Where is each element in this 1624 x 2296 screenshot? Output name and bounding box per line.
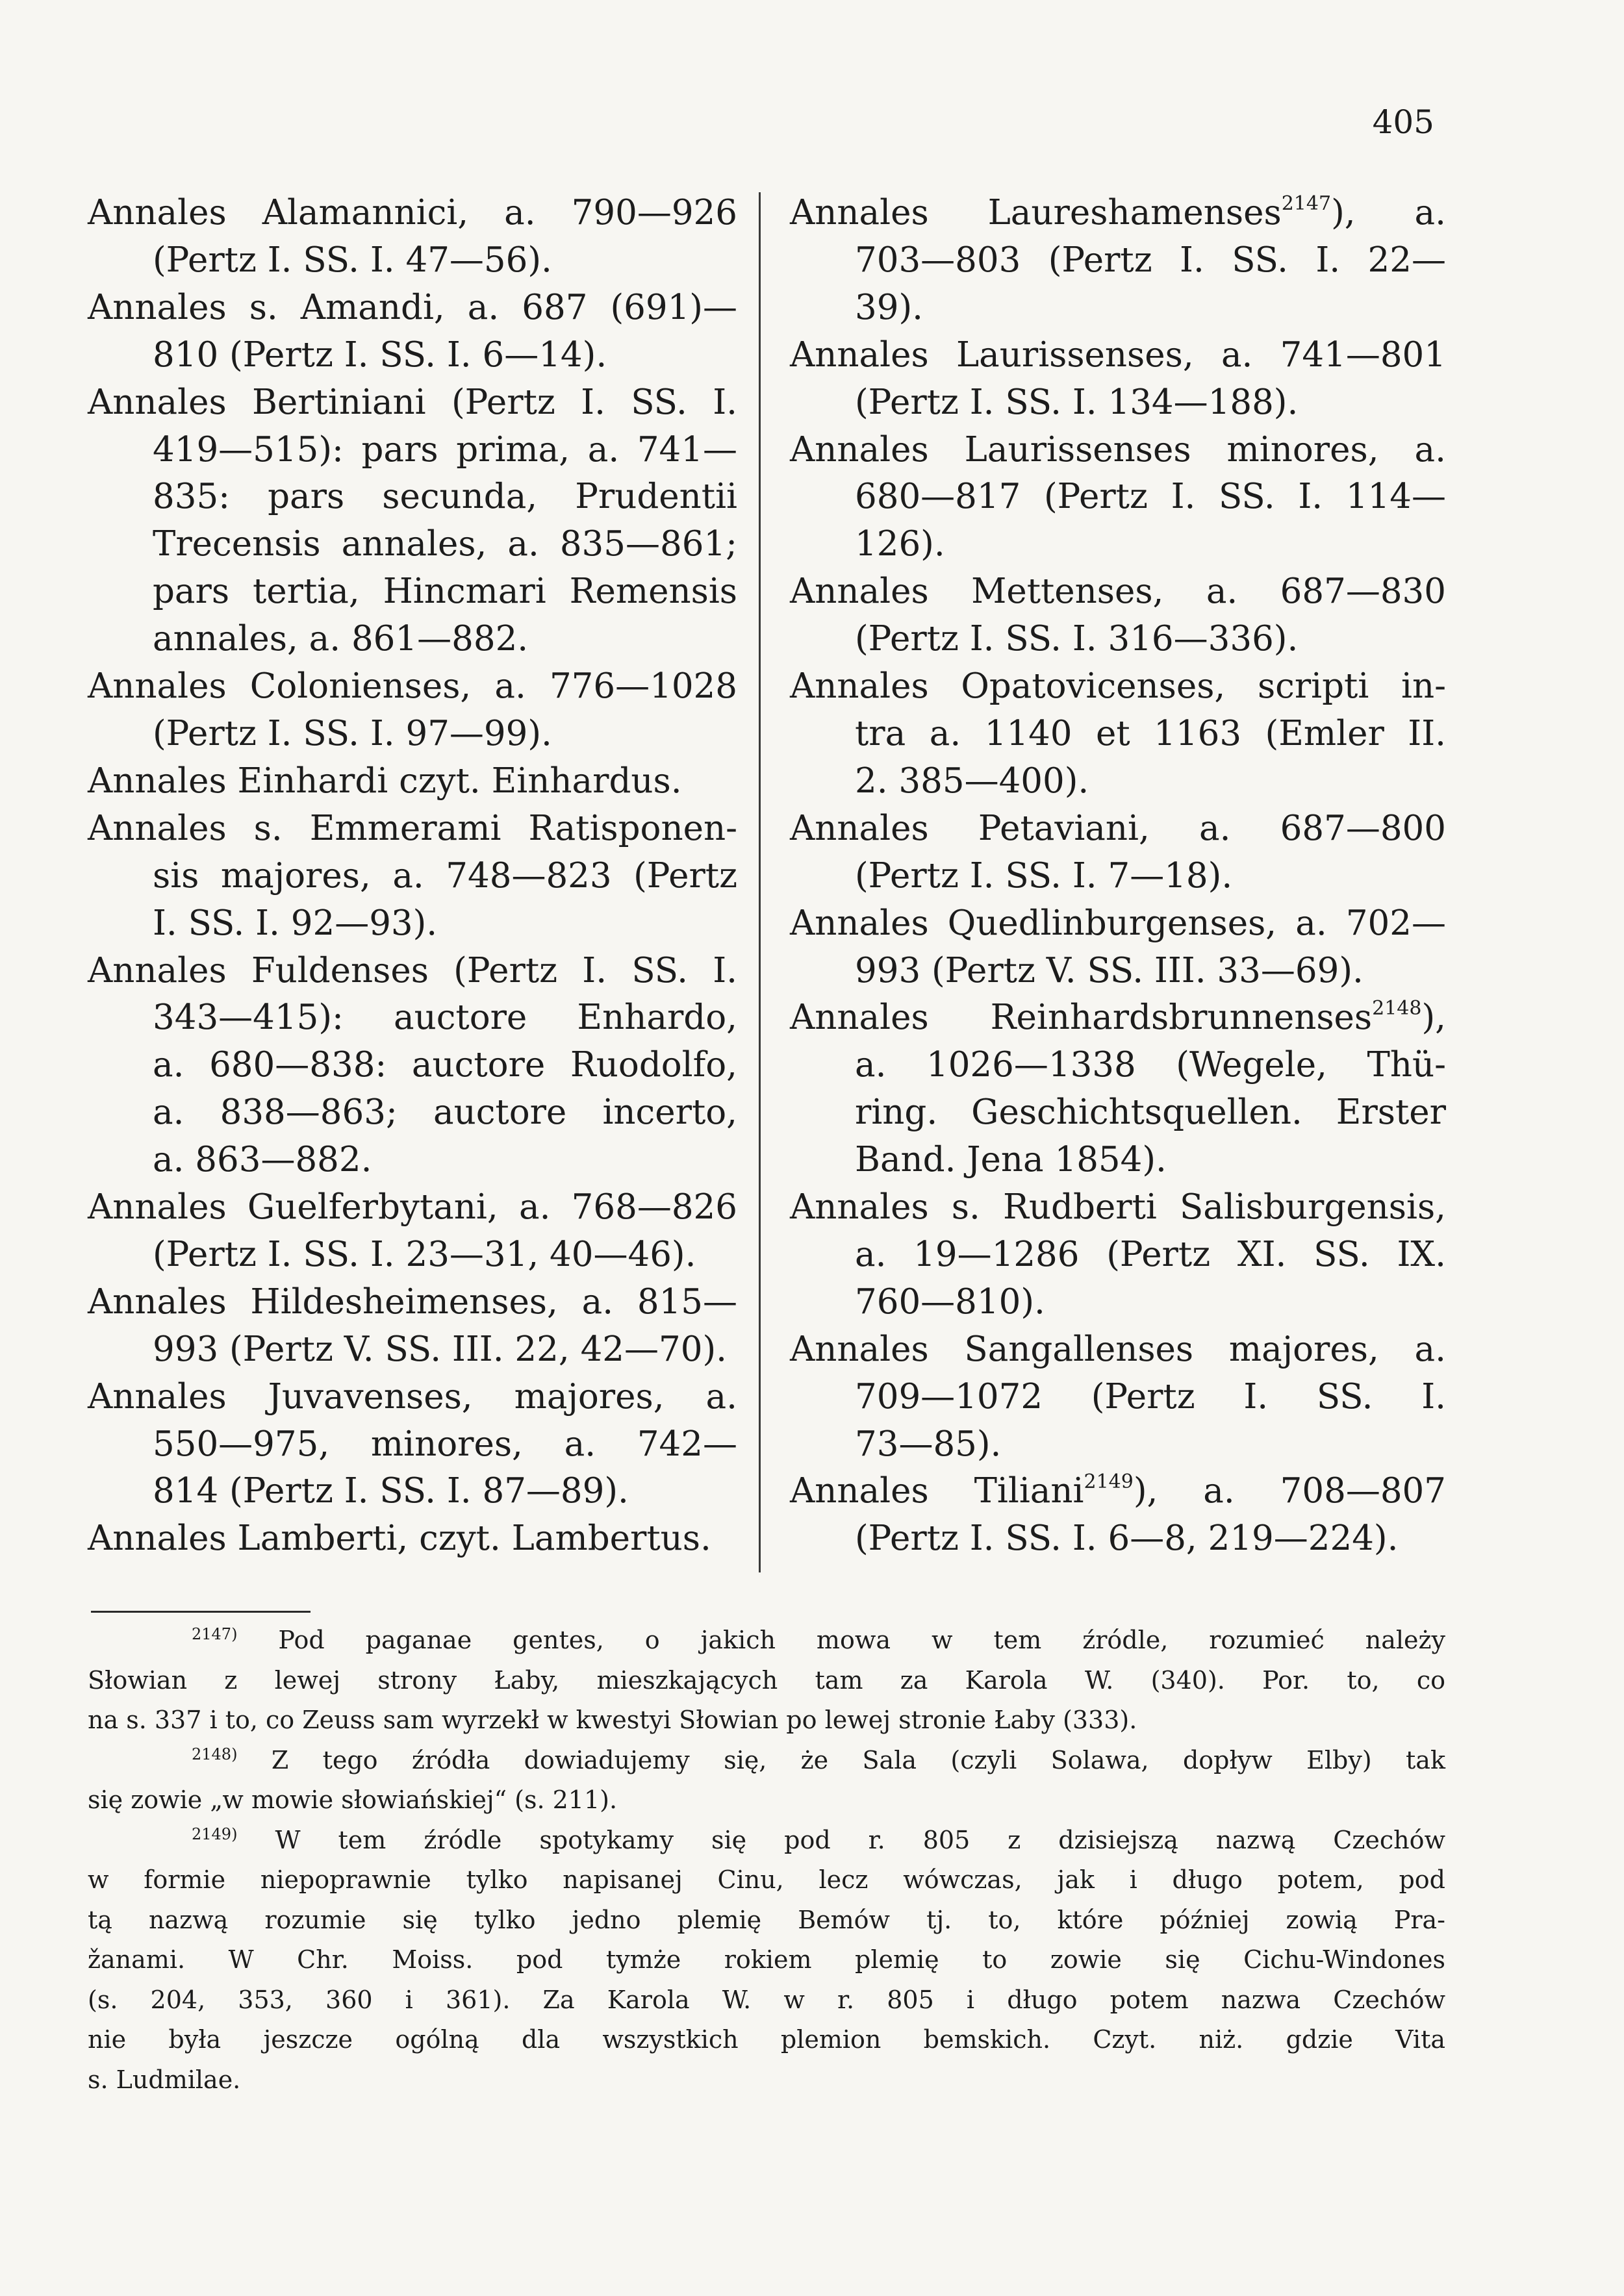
index-entry: [790, 994, 1446, 1184]
index-entry-line: 39).: [855, 287, 923, 327]
index-entry-line: (Pertz I. SS. I. 23—31, 40—46).: [153, 1234, 696, 1274]
index-entry-line: 760—810).: [855, 1281, 1045, 1322]
index-entry-line: annales, a. 861—882.: [153, 619, 529, 659]
index-entry: [88, 805, 737, 948]
footnote: [88, 1741, 1445, 1821]
index-entry-line: Annales Guelferbytani, a. 768—826: [88, 1187, 737, 1228]
index-entry-line: 343—415): auctore Enhardo,: [153, 998, 737, 1038]
index-entry-line: pars tertia, Hincmari Remensis: [153, 572, 737, 612]
index-entry-line: (Pertz I. SS. I. 316—336).: [855, 619, 1299, 659]
footnote: [88, 1821, 1445, 2100]
footnote-text: tą nazwą rozumie się tylko jedno plemię Bemów tj. to, które później zowią Pra-: [88, 1905, 1445, 1934]
index-entry: [88, 1515, 737, 1563]
index-entry: [790, 427, 1446, 569]
footnote-text: na s. 337 i to, co Zeuss sam wyrzekł w kwestyi Słowian po lewej stronie Łaby (333).: [88, 1706, 1137, 1734]
footnote-reference: 2147: [1281, 192, 1332, 215]
index-entry: [790, 663, 1446, 805]
index-entry: [790, 1184, 1446, 1326]
index-entry: [790, 900, 1446, 995]
index-entry: [88, 758, 737, 805]
index-entry-line: Annales Reinhardsbrunnenses$^{2148}$),: [790, 997, 1446, 1038]
index-entry-line: Annales Fuldenses (Pertz I. SS. I.: [88, 950, 737, 990]
footnote-text: W tem źródle spotykamy się pod r. 805 z dzisiejszą nazwą Czechów: [275, 1825, 1445, 1854]
index-entry: [88, 1279, 737, 1374]
index-entry-line: Band. Jena 1854).: [855, 1140, 1167, 1180]
index-entry-line: a. 863—882.: [153, 1140, 372, 1180]
footnote-text: Pod paganae gentes, o jakich mowa w tem źródle, rozumieć należy: [278, 1626, 1445, 1654]
index-entry-line: 550—975, minores, a. 742—: [153, 1424, 737, 1464]
index-entry-line: Annales Laureshamenses$^{2147}$), a.: [790, 192, 1446, 233]
footnotes: [88, 1621, 1445, 2100]
index-entry-line: Annales Petaviani, a. 687—800: [790, 808, 1446, 848]
index-entry-line: Annales Laurissenses minores, a.: [790, 429, 1446, 470]
index-entry: [88, 190, 737, 284]
footnote-line: [88, 2060, 1445, 2100]
index-entry-line: (Pertz I. SS. I. 6—8, 219—224).: [855, 1519, 1399, 1559]
index-entry-line: Annales Hildesheimenses, a. 815—: [88, 1281, 737, 1322]
index-entry: [88, 1374, 737, 1516]
footnote-line: [88, 1621, 1445, 1661]
footnote-text: nie była jeszcze ogólną dla wszystkich plemion bemskich. Czyt. niż. gdzie Vita: [88, 2025, 1445, 2054]
index-entry-line: (Pertz I. SS. I. 97—99).: [153, 713, 552, 753]
index-entry-line: sis majores, a. 748—823 (Pertz: [153, 855, 737, 896]
footnote-text: się zowie „w mowie słowiańskiej“ (s. 211).: [88, 1785, 618, 1814]
index-entry: [790, 1326, 1446, 1469]
footnote-text: s. Ludmilae.: [88, 2065, 241, 2094]
index-entry-line: 2. 385—400).: [855, 761, 1089, 801]
index-entry-line: Annales s. Rudberti Salisburgensis,: [790, 1187, 1446, 1228]
footnote-text: žanami. W Chr. Moiss. pod tymże rokiem plemię to zowie się Cichu-Windones: [88, 1945, 1445, 1974]
footnote-line: [88, 1700, 1445, 1741]
footnote-marker: 2148): [192, 1745, 238, 1763]
index-entry-line: (Pertz I. SS. I. 134—188).: [855, 382, 1299, 422]
index-entry-line: Annales Sangallenses majores, a.: [790, 1329, 1446, 1369]
footnote-line: [88, 1940, 1445, 1980]
index-entry: [88, 379, 737, 663]
column-divider: [759, 192, 761, 1572]
index-entry: [88, 284, 737, 379]
index-entry-line: 709—1072 (Pertz I. SS. I.: [855, 1376, 1446, 1417]
index-entry: [88, 1184, 737, 1279]
footnote-line: [88, 1860, 1445, 1900]
index-entry-line: 126).: [855, 524, 945, 564]
index-entry-line: Annales Opatovicenses, scripti in-: [790, 666, 1446, 707]
footnote-line: [88, 1780, 1445, 1821]
index-entry-line: Annales Juvavenses, majores, a.: [88, 1376, 737, 1417]
footnote-reference: 2148: [1372, 997, 1422, 1020]
index-entry-line: ring. Geschichtsquellen. Erster: [855, 1092, 1446, 1133]
index-entry-line: Annales s. Amandi, a. 687 (691)—: [88, 287, 737, 327]
index-entry-line: Annales Mettenses, a. 687—830: [790, 572, 1446, 612]
footnote-rule: [91, 1611, 311, 1613]
index-entry-line: 993 (Pertz V. SS. III. 22, 42—70).: [153, 1329, 727, 1369]
index-entry-line: Annales Lamberti, czyt. Lambertus.: [88, 1519, 711, 1559]
index-entry-line: Annales Einhardi czyt. Einhardus.: [88, 761, 682, 801]
index-entry-line: 680—817 (Pertz I. SS. I. 114—: [855, 477, 1446, 517]
index-entry-line: a. 19—1286 (Pertz XI. SS. IX.: [855, 1234, 1446, 1274]
index-entry: [88, 663, 737, 758]
index-entry-line: 810 (Pertz I. SS. I. 6—14).: [153, 334, 607, 375]
footnote: [88, 1621, 1445, 1741]
index-entry-line: Annales Alamannici, a. 790—926: [88, 193, 737, 233]
index-entry-line: Annales s. Emmerami Ratisponen-: [88, 808, 737, 848]
index-entry: [790, 190, 1446, 332]
index-entry-line: (Pertz I. SS. I. 7—18).: [855, 855, 1233, 896]
page-number: 405: [1372, 103, 1434, 141]
index-entry: [790, 805, 1446, 900]
index-entry: [790, 1468, 1446, 1563]
index-entry-line: Annales Laurissenses, a. 741—801: [790, 334, 1446, 375]
footnote-line: [88, 1900, 1445, 1941]
index-column-left: [88, 190, 737, 1563]
index-entry-line: (Pertz I. SS. I. 47—56).: [153, 240, 552, 280]
index-entry-line: Annales Colonienses, a. 776—1028: [88, 666, 737, 707]
index-column-right: [790, 190, 1446, 1563]
index-entry-line: 419—515): pars prima, a. 741—: [153, 429, 737, 470]
footnote-reference: 2149: [1084, 1470, 1134, 1494]
index-entry-line: Annales Bertiniani (Pertz I. SS. I.: [88, 382, 737, 422]
index-entry-line: Annales Quedlinburgenses, a. 702—: [790, 903, 1446, 943]
index-entry: [790, 568, 1446, 663]
index-entry-line: a. 1026—1338 (Wegele, Thü-: [855, 1045, 1446, 1085]
index-entry-line: a. 838—863; auctore incerto,: [153, 1092, 737, 1133]
footnote-text: w formie niepoprawnie tylko napisanej Cinu, lecz wówczas, jak i długo potem, pod: [88, 1865, 1445, 1894]
footnote-line: [88, 1980, 1445, 2021]
index-entry-line: 703—803 (Pertz I. SS. I. 22—: [855, 240, 1446, 280]
footnote-marker: 2149): [192, 1824, 238, 1843]
footnote-text: Słowian z lewej strony Łaby, mieszkających tam za Karola W. (340). Por. to, co: [88, 1665, 1445, 1695]
index-entry-line: I. SS. I. 92—93).: [153, 903, 438, 943]
footnote-line: [88, 1661, 1445, 1701]
footnote-marker: 2147): [192, 1625, 238, 1643]
index-entry: [790, 332, 1446, 427]
index-entry-line: Annales Tiliani$^{2149}$), a. 708—807: [790, 1470, 1446, 1511]
footnote-line: [88, 1821, 1445, 1861]
index-entry-line: 814 (Pertz I. SS. I. 87—89).: [153, 1471, 629, 1511]
footnote-line: [88, 2020, 1445, 2060]
index-entry: [88, 948, 737, 1185]
footnote-text: Z tego źródła dowiadujemy się, że Sala (czyli Solawa, dopływ Elby) tak: [271, 1745, 1445, 1774]
index-entry-line: 993 (Pertz V. SS. III. 33—69).: [855, 950, 1364, 990]
index-entry-line: 73—85).: [855, 1424, 1002, 1464]
index-entry-line: 835: pars secunda, Prudentii: [153, 477, 737, 517]
index-entry-line: tra a. 1140 et 1163 (Emler II.: [855, 713, 1446, 753]
footnote-text: (s. 204, 353, 360 i 361). Za Karola W. w r. 805 i długo potem nazwa Czechów: [88, 1985, 1445, 2014]
index-entry-line: a. 680—838: auctore Ruodolfo,: [153, 1045, 737, 1085]
footnote-line: [88, 1741, 1445, 1781]
index-entry-line: Trecensis annales, a. 835—861;: [153, 524, 737, 564]
